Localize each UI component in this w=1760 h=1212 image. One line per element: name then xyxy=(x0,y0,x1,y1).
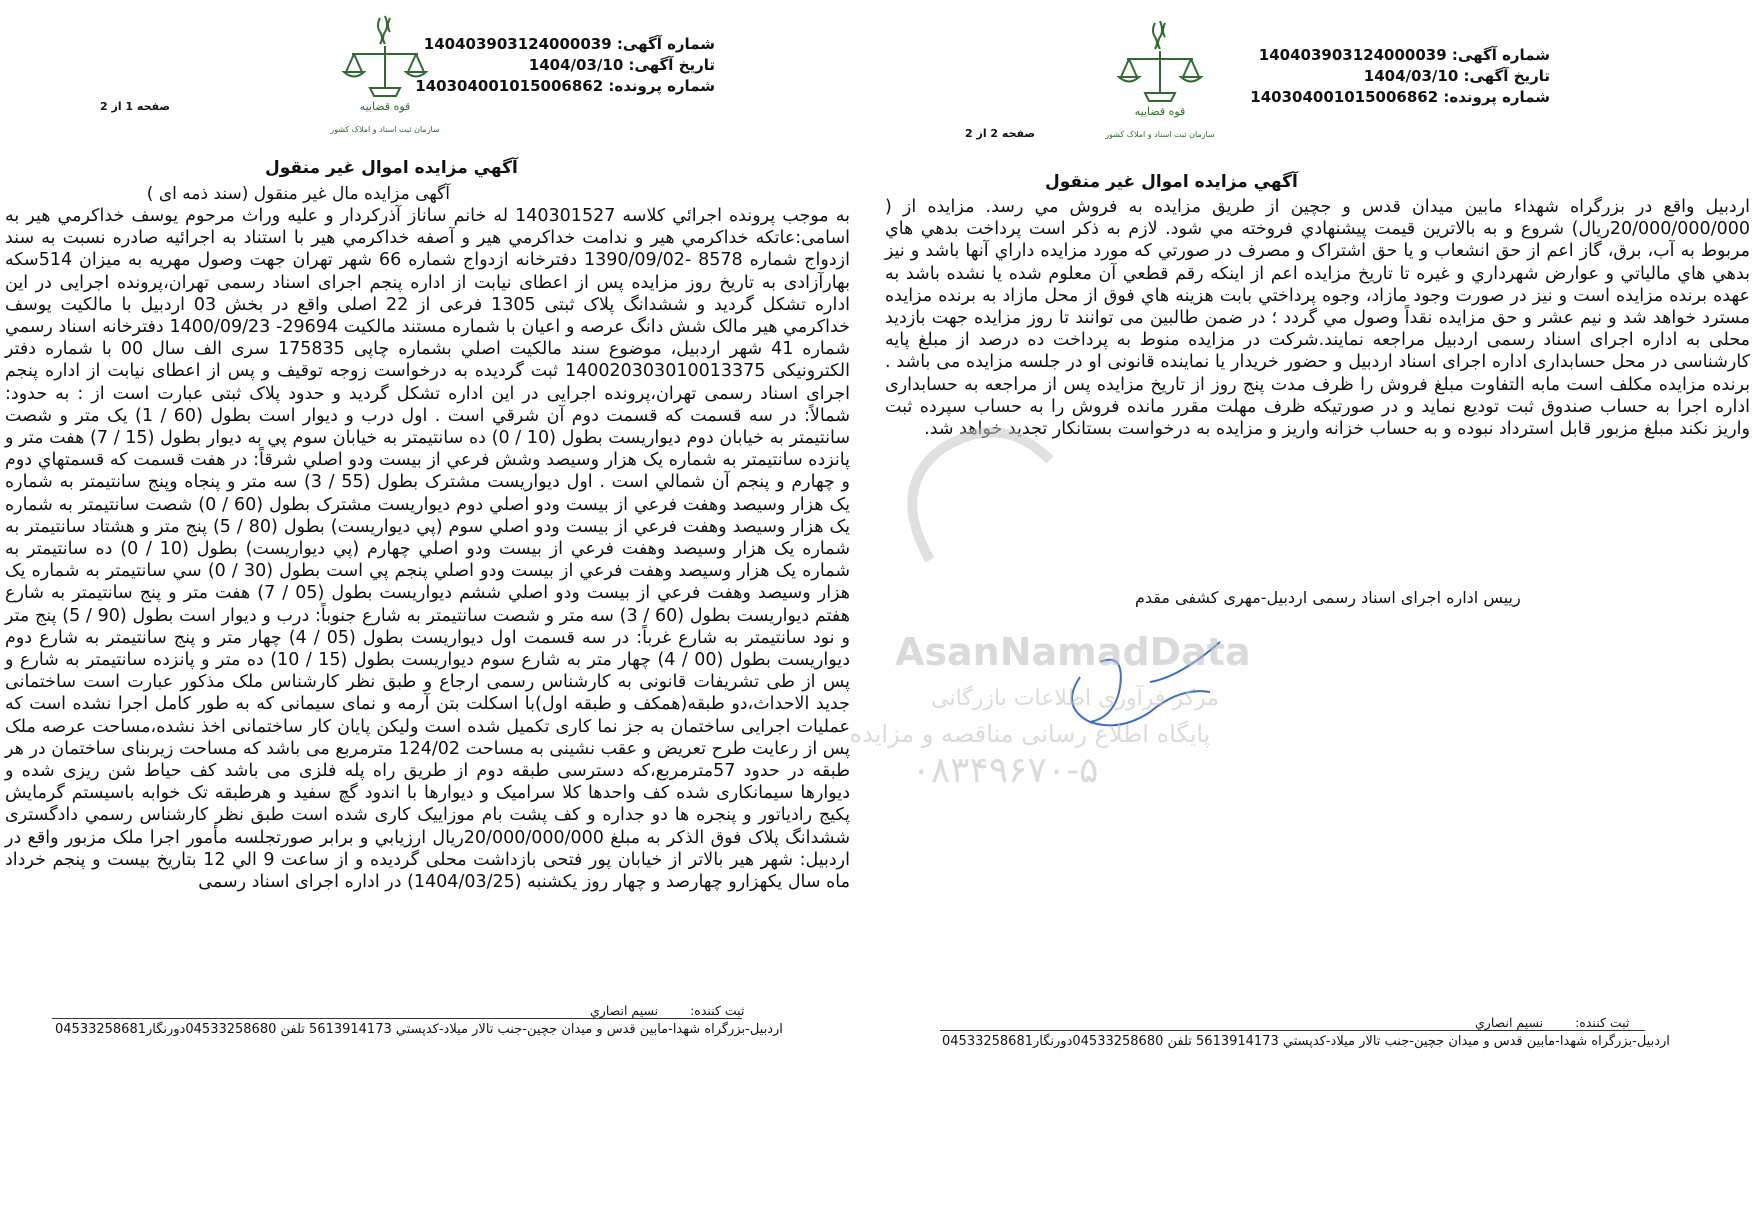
office-address: اردبيل-بزرگراه شهدا-مابين قدس و ميدان جچين-جنب تالار ميلاد-كدپستي 5613914173 تلفن 04533258680دورنگار04533258681 xyxy=(942,1034,1670,1049)
emblem-caption: قوه قضاییه xyxy=(359,100,411,113)
notice-page-2 xyxy=(880,0,1760,1212)
notice-number-line: شماره آگهی: 140403903124000039 xyxy=(423,35,715,53)
notice-number: 140403903124000039 xyxy=(423,35,612,53)
footer-divider xyxy=(940,1030,1645,1031)
notice-body: اردبيل واقع در بزرگراه شهداء مابين ميدان قدس و جچين از طريق مزايده به فروش مي رسد. مزايده از ( 20/000/000/000ريال) شروع و به بالاترين قيمت پيشنهادي فروخته مي شود. لازم به ذكر است پرداخت بدهي هاي مربوط به آب، برق، گاز اعم از حق انشعاب و يا حق اشتراک و مصرف در صورتي كه مورد مزايده داراي آنها باشد و نيز بدهي هاي مالياتي و عوارض شهرداري و غيره تا تاريخ مزايده اعم از اينكه رقم قطعي آن معلوم شده يا نشده باشد به عهده برنده مزايده است و نيز در صورت وجود مازاد، وجوه پرداختي بابت هزينه هاي فوق از محل مازاد به برنده مزايده مسترد خواهد شد و نيم عشر و حق مزايده نقداً وصول مي گردد ؛ در ضمن طالبين می توانند تا روز مزايده جهت بازديد محلی به اداره اجرای اسناد رسمی اردبيل مراجعه نمايند.شركت در مزايده منوط به پرداخت ده درصد از مبلغ پايه كارشناسی در محل حسابداری اداره اجرای اسناد اردبيل و حضور خريدار يا نماينده قانونی او در جلسه مزايده می باشد . برنده مزايده مكلف است مابه التفاوت مبلغ فروش را ظرف مدت پنج روز از تاريخ مزايده پس از مراجعه به حسابداری اداره اجرا به حساب صندوق ثبت توديع نمايد و در صورتيكه ظرف مهلت مقرر مانده فروش را به حساب سپرده ثبت واريز نكند مبلغ مزبور قابل استرداد نبوده و به حساب خزانه واريز و مزايده به درخواست بستانكار تجديد خواهد شد. xyxy=(885,197,1750,440)
notice-date: 1404/03/10 xyxy=(1363,67,1459,85)
notice-subtitle: آگهی مزایده مال غیر منقول (سند ذمه ای ) xyxy=(146,184,450,204)
file-number: 140304001015006862 xyxy=(1250,88,1439,106)
file-number: 140304001015006862 xyxy=(415,77,604,95)
registrar xyxy=(1475,1015,1629,1030)
registrar-name: نسیم انصاري xyxy=(590,1003,659,1018)
footer-divider xyxy=(52,1018,742,1019)
emblem-org-name: سازمان ثبت اسناد و املاک کشور xyxy=(1105,130,1215,139)
notice-date-line: تاریخ آگهی: 1404/03/10 xyxy=(1363,67,1550,85)
registrar-name: نسیم انصاري xyxy=(1475,1015,1544,1030)
notice-date-line: تاریخ آگهی: 1404/03/10 xyxy=(528,56,715,74)
notice-meta xyxy=(1245,45,1550,108)
notice-body: به موجب پرونده اجرائي كلاسه 140301527 له خانم ساناز آذركردار و عليه وراث مرحوم يوسف خداكرمي هير به اسامی:عاتكه خداكرمي هير و ندامت خداكرمي هير و آصفه خداكرمي هير با استناد به اجرائيه صادره نسبت به سند ازدواج شماره 8578 -1390/09/02 دفترخانه ازدواج شماره 66 شهر تهران جهت وصول مهريه به ميزان 514سكه بهارآزادی به تاريخ روز مزايده پس از اعطای نيابت از اداره پنجم اجرای اسناد رسمی تهران،پرونده اجرايی در اين اداره تشكل گرديد و ششدانگ پلاک ثبتی 1305 فرعی از 22 اصلی واقع در بخش 03 اردبيل با مالكيت يوسف خداكرمي هير مالک شش دانگ عرصه و اعيان با شماره مستند مالكيت 29694- 1400/09/23 دفترخانه اسناد رسمي شماره 41 شهر اردبيل، موضوع سند مالكيت اصلي بشماره چاپی 175835 سری الف سال 00 با شماره دفتر الكترونيكی 140020303010013375 ثبت گرديده به درخواست زوجه توقيف و پس از اعطای نيابت از اداره پنجم اجرای اسناد رسمی تهران،پرونده اجرايی در اين اداره تشكل گرديد و حدود پلاک ثبتی عبارت است از : به حدود: شمالاً: در سه قسمت كه قسمت دوم آن شرقي است . اول درب و ديوار است بطول (60 / 1) يک متر و شصت سانتيمتر به خيابان دوم ديواريست بطول (10 / 0) ده سانتيمتر به خيابان سوم پي به ديوار بطول (15 / 7) هفت متر و پانزده سانتيمتر به شماره يک هزار وسيصد وشش فرعي از بيست ودو اصلي شرقاً: در هفت قسمت كه قسمتهاي دوم و چهارم و پنجم آن شمالي است . اول ديواريست مشترک بطول (55 / 3) سه متر و پنجاه وپنج سانتيمتر به شماره يک هزار وسيصد وهفت فرعي از بيست ودو اصلي دوم ديواريست مشترک بطول (60 / 0) شصت سانتيمتر به شماره يک هزار وسيصد وهفت فرعي از بيست ودو اصلي سوم (پي ديواريست) بطول (80 / 5) پنج متر و هشتاد سانتيمتر به شماره يک هزار وسيصد وهفت فرعي از بيست ودو اصلي چهارم (پي ديواريست) بطول (10 / 0) ده سانتيمتر به شماره يک هزار وسيصد وهفت فرعي از بيست ودو اصلي پنجم پي است بطول (30 / 0) سي سانتيمتر به شماره يک هزار وسيصد وهفت فرعي از بيست ودو اصلي ششم ديواريست بطول (05 / 7) هفت متر و پنج سانتيمتر به شارع هفتم ديواريست بطول (60 / 3) سه متر و شصت سانتيمتر به شارع جنوباً: درب و ديوار است بطول (90 / 5) پنج متر و نود سانتيمتر به شارع غرباً: در سه قسمت اول ديواريست بطول (05 / 4) چهار متر و پنج سانتيمتر به شارع دوم ديواريست بطول (00 / 4) چهار متر به شارع سوم ديواريست بطول (15 / 10) ده متر و پانزده سانتيمتر به شارع و پس از طی تشريفات قانونی به كارشناس رسمی ارجاع و طبق نظر كارشناس ملک مذكور عبارت است ساختمانی جديد الاحداث،دو طبقه(همكف و طبقه اول)با اسكلت بتن آرمه و نمای سيمانی كه به طور كامل اجرا نشده است كه عمليات اجرايی ساختمان به جز نما كاری تكميل شده است وليكن پايان كار ساختمانی اخذ نشده،مساحت عرصه ملک پس از رعايت طرح تعريض و عقب نشينی به مساحت 124/02 مترمربع می باشد كه مساحت زيربنای ساختمان در هر طبقه در حدود 57مترمربع،كه دسترسی طبقه دوم از طريق راه پله فلزی می باشد كف حياط شن ريزی شده و ديوارها سيمانكاری شده كف واحدها كلا سراميک و ديوارها با اندود گچ سفيد و هرطبقه تک خوابه باسيستم گرمايش پكيج رادياتور و پنجره ها دو جداره و كف پشت بام موزاييک كاری شده است طبق نظر كارشناس رسمي دادگستری ششدانگ پلاک فوق الذكر به مبلغ 20/000/000/000ريال ارزيابي و برابر صورتجلسه مأمور اجرا ملک مزبور واقع در اردبيل: شهر هير بالاتر از خيابان پور فتحی بازداشت محلی گرديده و از ساعت 9 الي 12 بتاريخ بيست و پنجم خرداد ماه سال يكهزارو چهارصد و چهار روز يكشنبه (1404/03/25) در اداره اجرای اسناد رسمی xyxy=(5,206,851,893)
emblem-caption: قوه قضاییه xyxy=(1134,105,1186,118)
file-number-line: شماره پرونده: 140304001015006862 xyxy=(1250,88,1550,106)
signatory-title: رييس اداره اجرای اسناد رسمی اردبيل-مهری كشفی مقدم xyxy=(1135,588,1521,607)
notice-title: آگهي مزايده اموال غير منقول xyxy=(265,158,518,178)
registrar-label: ثبت كننده: xyxy=(690,1003,745,1018)
notice-date: 1404/03/10 xyxy=(528,56,624,74)
emblem-org-name: سازمان ثبت اسناد و املاک کشور xyxy=(330,125,440,134)
registrar-label: ثبت كننده: xyxy=(1575,1015,1630,1030)
judiciary-emblem-icon xyxy=(1105,15,1215,145)
notice-title: آگهي مزايده اموال غير منقول xyxy=(1045,172,1298,192)
registrar xyxy=(590,1003,744,1018)
signature-icon xyxy=(1040,622,1240,746)
notice-number-line: شماره آگهی: 140403903124000039 xyxy=(1258,46,1550,64)
notice-number: 140403903124000039 xyxy=(1258,46,1447,64)
watermark-phone: ۰۸۳۴۹۶۷۰-۵ xyxy=(911,750,1099,791)
judiciary-emblem-icon xyxy=(330,10,440,140)
page-number: صفحه 2 از 2 xyxy=(965,127,1036,140)
office-address: اردبيل-بزرگراه شهدا-مابين قدس و ميدان جچين-جنب تالار ميلاد-كدپستي 5613914173 تلفن 04533258680دورنگار04533258681 xyxy=(55,1022,783,1037)
notice-meta xyxy=(415,34,715,97)
watermark-brand: AsanNamadData xyxy=(895,630,1251,674)
page-number: صفحه 1 از 2 xyxy=(100,100,171,113)
file-number-line: شماره پرونده: 140304001015006862 xyxy=(415,77,715,95)
watermark-line-2: پایگاه اطلاع رسانی مناقصه و مزایده xyxy=(849,720,1211,748)
watermark-line-1: مرکز فرآوری اطلاعات بازرگانی xyxy=(931,686,1219,711)
